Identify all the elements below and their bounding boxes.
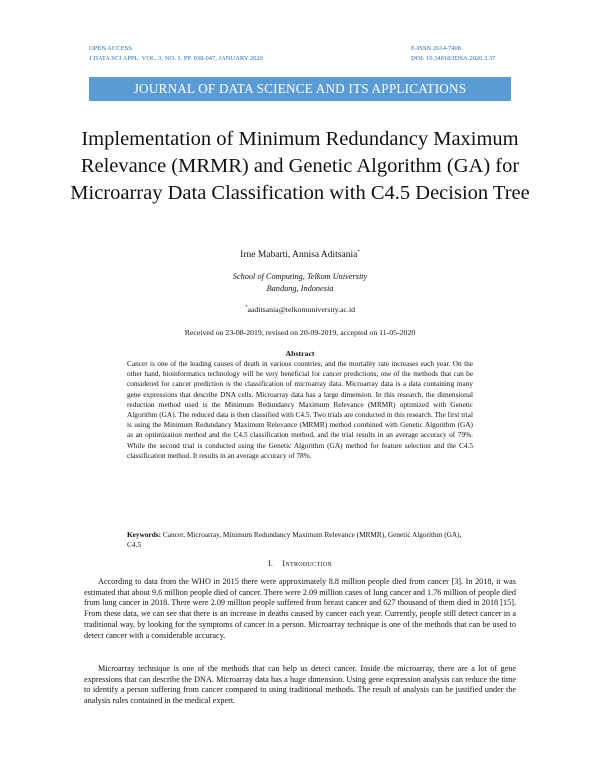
header-left — [89, 44, 263, 64]
header-right — [411, 44, 495, 64]
keywords-label: Keywords: — [127, 530, 162, 539]
affiliation — [0, 271, 600, 295]
keywords-text: Cancer, Microarray, Minimum Redundancy Maximum Relevance (MRMR), Genetic Algorithm (GA), C4.5 — [127, 530, 462, 550]
affiliation-line-2: Bandung, Indonesia — [266, 284, 334, 293]
paper-title: Implementation of Minimum Redundancy Maximum Relevance (MRMR) and Genetic Algorithm (GA) for Microarray Data Classification with C4.5 Decision Tree — [70, 128, 530, 204]
email — [0, 305, 600, 314]
email-mark: * — [244, 305, 248, 311]
affiliation-line-1: School of Computing, Telkom University — [232, 272, 368, 281]
section-heading — [0, 559, 600, 568]
doi-label: DOI: 10.34818/JDSA.2020.3.37 — [411, 55, 496, 62]
paragraph: According to data from the WHO in 2015 there were approximately 8.8 million people died from cancer [3]. In 2018, it was estimated that about 9.6 million people died of cancer. There were 2.09 million cases of lung cancer and 1.76 million of people died from lung cancer in 2018. There were 2.09 million people suffered from breast cancer and 627 thousand of them died in 2018 [15]. From these data, we can see that there is an increase in deaths caused by cancer each year. Currently, people still detect cancer in a traditional way, by looking for the symptoms of cancer in a person. Microarray technique is one of the methods that can be used to detect cancer with a considerable accuracy. — [84, 577, 516, 640]
section-number: I. — [267, 559, 274, 568]
email-address: aaditsania@telkomuniversity.ac.id — [247, 305, 356, 314]
eissn-label: E-ISSN 2614-7408 — [411, 45, 462, 52]
open-access-label: OPEN ACCESS — [89, 45, 132, 52]
received-dates: Received on 23-08-2019, revised on 20-09-2019, accepted on 11-05-2020 — [184, 328, 416, 337]
author-names: Irne Mabarti, Annisa Aditsania — [240, 250, 358, 261]
authors — [0, 250, 600, 260]
abstract-text: Cancer is one of the leading causes of death in various countries, and the mortality rate increases each year. On the other hand, bioinformatics technology will be very beneficial for cancer predictions, one of the methods that can be considered for cancer prediction is the classification of microarray data. Microarray data is a data containing many gene expressions that describe DNA cells. Microarray data has a large dimension. In this research, the dimensional reduction method used is the Minimum Redundancy Maximum Relevance (MRMR) optimized with Genetic Algorithm (GA). The reduced data is then classified with C4.5. Two trials are conducted in this research. The first trial is using the Minimum Redundancy Maximum Relevance (MRMR) method combined with Genetic Algorithm (GA) as an optimization method and the C4.5 classification method, and the trial results in an average accuracy of 79%. While the second trial is conducted using the Genetic Algorithm (GA) method for feature selection and the C4.5 classification method. It results in an average accuracy of 78%. — [127, 359, 473, 460]
keywords — [127, 530, 473, 550]
author-mark: * — [357, 250, 360, 255]
abstract-heading: Abstract — [285, 349, 315, 358]
journal-reference: J DATA SCI APPL. VOL. 3, NO. 1, PP. 038-047, JANUARY 2020 — [89, 55, 263, 62]
paragraph: Microarray technique is one of the methods that can help us detect cancer. Inside the microarray, there are a lot of gene expressions that can describe the DNA. Microarray data has a huge dimension. Using gene expression analysis can reduce the time to identify a person suffering from cancer compared to using traditional methods. The result of analysis can be justified under the analysis rules contained in the medical expert. — [84, 664, 516, 706]
journal-banner: JOURNAL OF DATA SCIENCE AND ITS APPLICATIONS — [89, 77, 511, 101]
section-title: Introduction — [282, 559, 333, 568]
